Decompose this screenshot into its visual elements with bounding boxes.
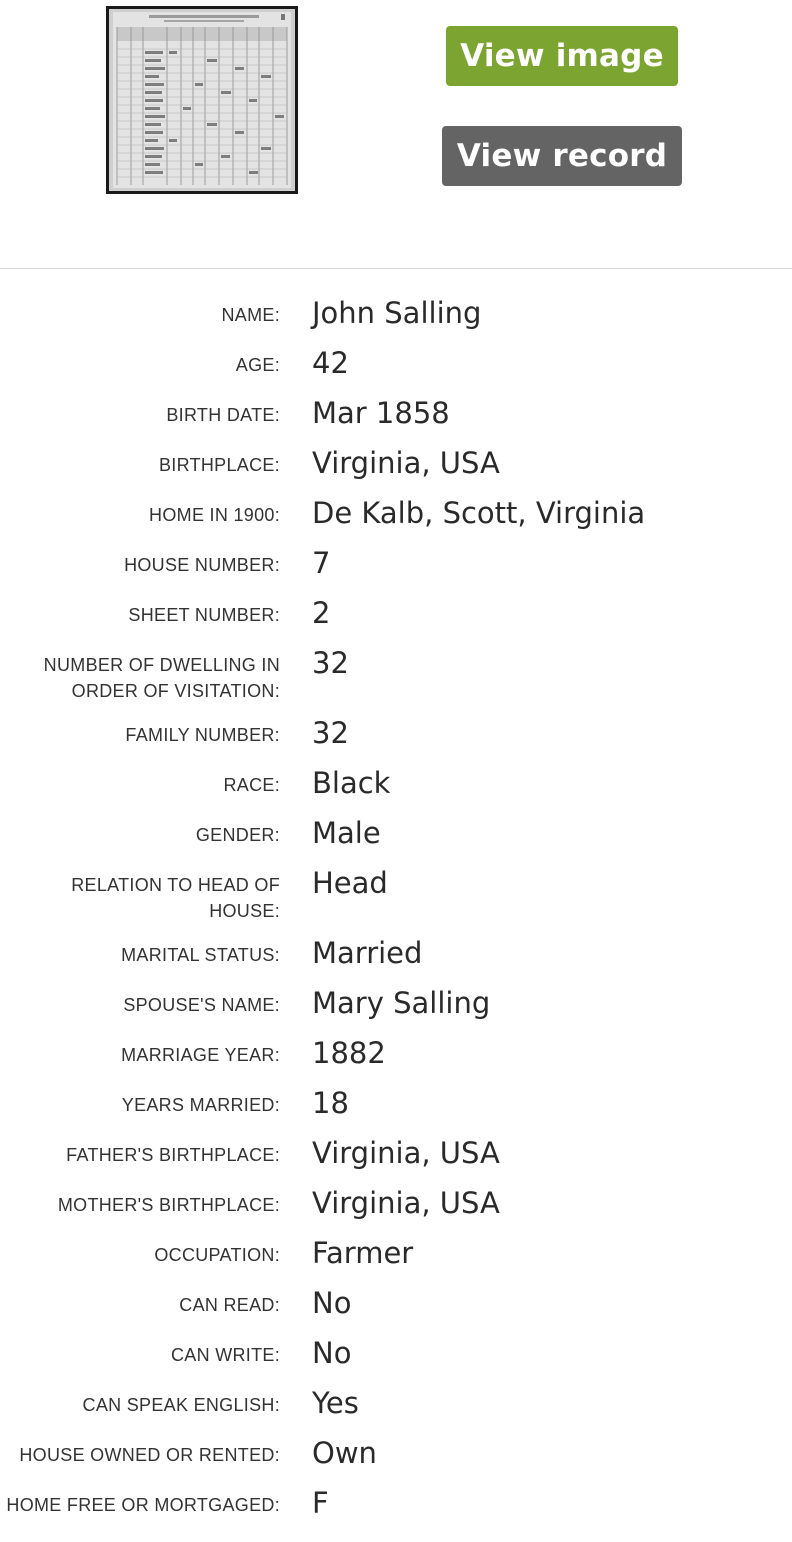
- record-field-label: NAME:: [221, 305, 280, 325]
- record-field-label: BIRTH DATE:: [166, 405, 280, 425]
- record-field-label: FATHER'S BIRTHPLACE:: [66, 1145, 280, 1165]
- record-field-label: BIRTHPLACE:: [158, 455, 280, 475]
- record-field-label: FAMILY NUMBER:: [125, 725, 280, 745]
- record-field-value: John Salling: [312, 296, 482, 330]
- record-field-label: YEARS MARRIED:: [121, 1095, 280, 1115]
- record-field-value: 42: [312, 346, 349, 380]
- record-field-value: Yes: [312, 1386, 359, 1420]
- record-field-value: Farmer: [312, 1236, 414, 1270]
- record-field-value: 2: [312, 596, 331, 630]
- record-field-label: RACE:: [223, 775, 280, 795]
- record-field-label: SHEET NUMBER:: [128, 605, 280, 625]
- record-field-label: HOME IN 1900:: [149, 505, 280, 525]
- census-record-thumbnail[interactable]: [106, 6, 298, 194]
- record-field-label: CAN SPEAK ENGLISH:: [82, 1395, 280, 1415]
- record-field-label: CAN READ:: [179, 1295, 280, 1315]
- record-field-label: AGE:: [235, 355, 280, 375]
- record-field-label: OCCUPATION:: [154, 1245, 280, 1265]
- record-field-value: 32: [312, 716, 349, 750]
- record-field-value: No: [312, 1286, 352, 1320]
- record-field-value: Own: [312, 1436, 377, 1470]
- record-field-value: Head: [312, 866, 388, 900]
- record-header: [0, 0, 792, 269]
- record-field-value: Mar 1858: [312, 396, 450, 430]
- record-field-value: 7: [312, 546, 331, 580]
- record-field-label: HOUSE NUMBER:: [124, 555, 280, 575]
- record-field-value: De Kalb, Scott, Virginia: [312, 496, 646, 530]
- record-field-value: 1882: [312, 1036, 386, 1070]
- record-field-value: No: [312, 1336, 352, 1370]
- record-field-value: Black: [312, 766, 391, 800]
- record-field-label: HOME FREE OR MORTGAGED:: [6, 1495, 280, 1515]
- record-field-label: MARRIAGE YEAR:: [121, 1045, 280, 1065]
- record-field-label: MARITAL STATUS:: [121, 945, 280, 965]
- record-field-label: NUMBER OF DWELLING IN ORDER OF VISITATION:: [43, 655, 280, 701]
- record-field-value: 18: [312, 1086, 349, 1120]
- record-field-value: 32: [312, 646, 349, 680]
- record-field-label: HOUSE OWNED OR RENTED:: [19, 1445, 280, 1465]
- record-field-label: GENDER:: [195, 825, 280, 845]
- record-field-label: MOTHER'S BIRTHPLACE:: [57, 1195, 280, 1215]
- record-field-value: Virginia, USA: [312, 1136, 500, 1170]
- view-image-button[interactable]: View image: [446, 26, 678, 86]
- record-field-value: Male: [312, 816, 381, 850]
- record-field-value: F: [312, 1486, 329, 1520]
- record-field-label: SPOUSE'S NAME:: [123, 995, 280, 1015]
- census-page-icon: [109, 9, 295, 191]
- record-field-label: RELATION TO HEAD OF HOUSE:: [71, 875, 280, 921]
- record-field-value: Virginia, USA: [312, 446, 500, 480]
- record-field-value: Mary Salling: [312, 986, 491, 1020]
- record-field-label: CAN WRITE:: [171, 1345, 280, 1365]
- record-field-value: Virginia, USA: [312, 1186, 500, 1220]
- record-field-value: Married: [312, 936, 423, 970]
- view-record-button[interactable]: View record: [442, 126, 682, 186]
